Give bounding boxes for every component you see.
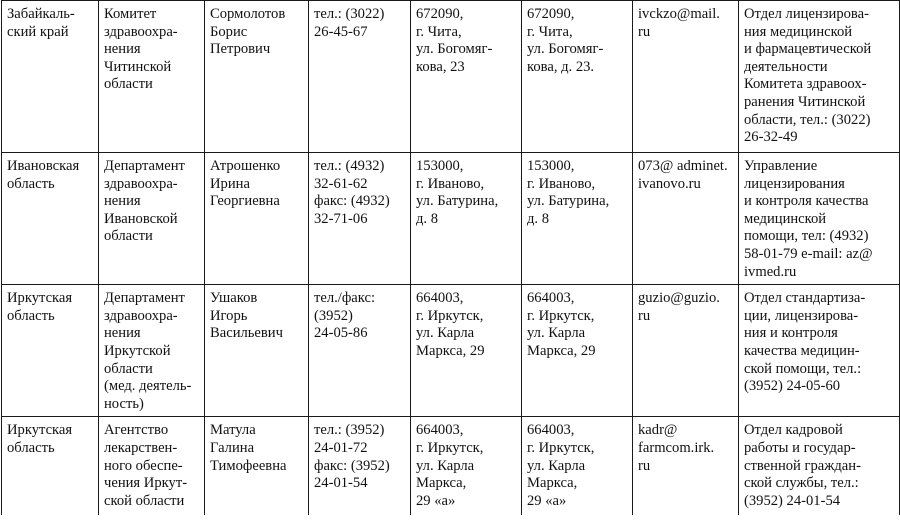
legal-address-cell: 153000, г. Иваново, ул. Батурина, д. 8 (522, 153, 633, 285)
table-row (2, 285, 900, 417)
organization-cell: Департамент здравоохра- нения Ивановской области (99, 153, 205, 285)
licensing-dept-cell: Отдел стандартиза- ции, лицензирова- ния и контроля качества медицин- ской помощи, тел.: (3952) 24-05-60 (739, 285, 900, 417)
organization-cell: Департамент здравоохра- нения Иркутской области (мед. деятель- ность) (99, 285, 205, 417)
region-cell: Иркутская область (2, 417, 99, 516)
region-cell: Забайкаль- ский край (2, 1, 99, 153)
phone-cell: тел.: (3952) 24-01-72 факс: (3952) 24-01-54 (309, 417, 411, 516)
table-row (2, 153, 900, 285)
regional-health-authorities-table (1, 0, 900, 515)
table-row (2, 417, 900, 516)
legal-address-cell: 664003, г. Иркутск, ул. Карла Маркса, 29 (522, 285, 633, 417)
organization-cell: Комитет здравоохра- нения Читинской области (99, 1, 205, 153)
region-cell: Иркутская область (2, 285, 99, 417)
postal-address-cell: 664003, г. Иркутск, ул. Карла Маркса, 29 (411, 285, 522, 417)
region-cell: Ивановская область (2, 153, 99, 285)
phone-cell: тел.: (4932) 32-61-62 факс: (4932) 32-71-06 (309, 153, 411, 285)
legal-address-cell: 664003, г. Иркутск, ул. Карла Маркса, 29 «а» (522, 417, 633, 516)
licensing-dept-cell: Отдел кадровой работы и государ- ственной граждан- ской службы, тел.: (3952) 24-01-54 (739, 417, 900, 516)
email-cell: guzio@guzio. ru (633, 285, 739, 417)
postal-address-cell: 664003, г. Иркутск, ул. Карла Маркса, 29 «а» (411, 417, 522, 516)
legal-address-cell: 672090, г. Чита, ул. Богомяг- кова, д. 23. (522, 1, 633, 153)
organization-cell: Агентство лекарствен- ного обеспе- чения Иркут- ской области (99, 417, 205, 516)
head-name-cell: Атрошенко Ирина Георгиевна (205, 153, 309, 285)
phone-cell: тел./факс: (3952) 24-05-86 (309, 285, 411, 417)
email-cell: kadr@ farmcom.irk. ru (633, 417, 739, 516)
head-name-cell: Матула Галина Тимофеевна (205, 417, 309, 516)
postal-address-cell: 672090, г. Чита, ул. Богомяг- кова, 23 (411, 1, 522, 153)
email-cell: 073@ adminet. ivanovo.ru (633, 153, 739, 285)
head-name-cell: Ушаков Игорь Васильевич (205, 285, 309, 417)
postal-address-cell: 153000, г. Иваново, ул. Батурина, д. 8 (411, 153, 522, 285)
phone-cell: тел.: (3022) 26-45-67 (309, 1, 411, 153)
licensing-dept-cell: Отдел лицензирова- ния медицинской и фармацевтической деятельности Комитета здравоох- ранения Читинской области, тел.: (3022) 26-32-49 (739, 1, 900, 153)
head-name-cell: Сормолотов Борис Петрович (205, 1, 309, 153)
licensing-dept-cell: Управление лицензирования и контроля качества медицинской помощи, тел: (4932) 58-01-79 e-mail: az@ ivmed.ru (739, 153, 900, 285)
table-row (2, 1, 900, 153)
email-cell: ivckzo@mail. ru (633, 1, 739, 153)
